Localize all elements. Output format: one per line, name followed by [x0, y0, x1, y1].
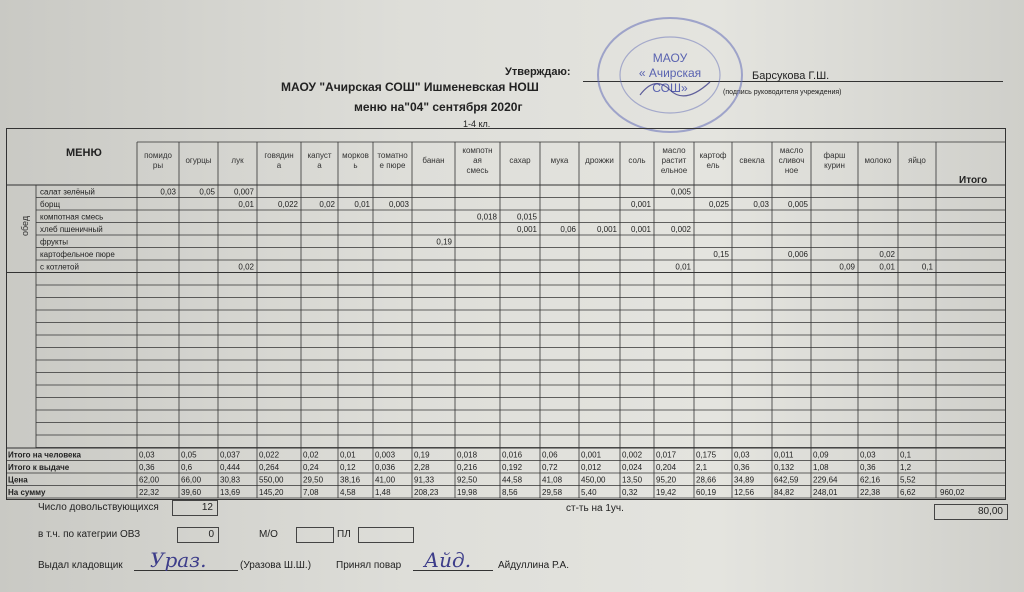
totals-label: Итого к выдаче	[8, 463, 70, 472]
received-label: Принял повар	[336, 560, 402, 571]
row-name: хлеб пшеничный	[40, 225, 103, 234]
column-header-14: ельное	[660, 166, 688, 175]
ovz-label: в т.ч. по категрии ОВЗ	[38, 529, 141, 540]
totals-value: 0,175	[696, 450, 717, 460]
received-signature: Айд.	[424, 548, 472, 572]
count-label: Число довольствующихся	[38, 502, 159, 513]
column-header-7: е пюре	[379, 161, 406, 170]
totals-value: 0,6	[181, 463, 193, 472]
totals-value: 145,20	[259, 488, 284, 497]
mo-box	[296, 527, 334, 543]
totals-value: 0,444	[220, 463, 241, 472]
head-note: (подпись руководителя учреждения)	[723, 89, 842, 96]
totals-value: 5,40	[581, 488, 597, 497]
cell-value: 0,002	[670, 225, 691, 234]
column-header-17: масло	[779, 146, 804, 155]
totals-value: 0,036	[375, 463, 396, 472]
column-header-13: соль	[628, 156, 646, 165]
column-header-2: огурцы	[185, 156, 212, 165]
menu-title: МЕНЮ	[66, 147, 102, 159]
cell-value: 0,005	[787, 200, 808, 209]
column-header-14: растит	[661, 156, 687, 165]
column-header-3: лук	[231, 156, 244, 165]
totals-value: 0,002	[622, 450, 643, 460]
totals-value: 0,003	[375, 450, 396, 460]
menu-table	[6, 128, 1006, 500]
totals-value: 0,216	[457, 463, 478, 472]
cell-value: 0,19	[436, 237, 452, 247]
cost-value: 80,00	[977, 506, 1003, 517]
totals-value: 0,12	[340, 463, 356, 472]
pl-label: ПЛ	[337, 529, 351, 540]
pl-box	[358, 527, 414, 543]
totals-label: На сумму	[8, 488, 46, 497]
totals-value: 229,64	[813, 475, 838, 485]
cell-value: 0,1	[921, 262, 933, 272]
totals-label: Итого на человека	[8, 450, 81, 460]
totals-value: 41,00	[375, 475, 396, 485]
totals-value: 450,00	[581, 475, 606, 485]
totals-value: 0,204	[656, 463, 677, 472]
school-title: МАОУ "Ачирская СОШ" Ишменевская НОШ	[281, 80, 539, 94]
issued-signature: Ураз.	[150, 548, 207, 572]
cell-value: 0,02	[319, 200, 335, 209]
totals-value: 0,017	[656, 450, 677, 460]
cell-value: 0,025	[708, 200, 729, 209]
totals-value: 44,58	[502, 475, 523, 485]
official-stamp	[595, 15, 745, 135]
column-header-8: банан	[422, 156, 445, 165]
totals-value: 13,69	[220, 488, 241, 497]
column-header-20: яйцо	[908, 156, 926, 165]
totals-value: 5,52	[900, 475, 916, 485]
cell-value: 0,005	[670, 187, 691, 197]
cell-value: 0,003	[388, 200, 409, 209]
issued-name: (Уразова Ш.Ш.)	[240, 560, 312, 571]
cell-value: 0,01	[238, 200, 254, 209]
totals-value: 0,36	[860, 463, 876, 472]
issued-label: Выдал кладовщик	[38, 560, 123, 571]
totals-value: 0,32	[622, 488, 638, 497]
totals-value: 62,16	[860, 475, 881, 485]
column-header-16: свекла	[739, 156, 765, 165]
column-header-11: мука	[550, 156, 569, 165]
received-name: Айдуллина Р.А.	[498, 560, 569, 571]
totals-value: 28,66	[696, 475, 717, 485]
grade-label: 1-4 кл.	[463, 119, 491, 129]
itogo-title: Итого	[959, 175, 988, 186]
cell-value: 0,006	[787, 250, 808, 259]
totals-value: 4,58	[340, 488, 356, 497]
column-header-15: ель	[706, 161, 720, 170]
ovz-box	[177, 527, 219, 543]
cell-value: 0,01	[354, 200, 370, 209]
column-header-1: ры	[152, 161, 164, 170]
totals-value: 0,06	[542, 450, 558, 460]
totals-value: 0,09	[813, 450, 829, 460]
cell-value: 0,03	[160, 187, 176, 197]
cost-label: ст-ть на 1уч.	[566, 503, 624, 514]
cell-value: 0,06	[560, 225, 576, 234]
totals-value: 0,24	[303, 463, 319, 472]
totals-value: 19,98	[457, 488, 478, 497]
totals-value: 1,2	[900, 463, 912, 472]
cell-value: 0,001	[630, 225, 651, 234]
stamp-line-2: « Ачирская	[638, 66, 702, 80]
column-header-9: компотн	[462, 146, 493, 155]
stamp-line-3: СОШ»	[652, 81, 688, 95]
totals-value: 208,23	[414, 488, 439, 497]
mo-label: М/О	[259, 529, 278, 540]
cell-value: 0,03	[753, 200, 769, 209]
totals-value: 19,42	[656, 488, 677, 497]
totals-value: 13,50	[622, 475, 643, 485]
totals-value: 0,19	[414, 450, 430, 460]
cell-value: 0,02	[879, 250, 895, 259]
totals-value: 0,037	[220, 450, 241, 460]
totals-value: 642,59	[774, 475, 799, 485]
cell-value: 0,02	[238, 262, 254, 272]
cost-box	[934, 504, 1008, 520]
column-header-14: масло	[662, 146, 686, 155]
totals-value: 0,36	[734, 463, 750, 472]
totals-value: 0,012	[581, 463, 602, 472]
totals-value: 6,62	[900, 488, 916, 497]
column-header-12: дрожжи	[585, 156, 614, 165]
totals-value: 0,022	[259, 450, 280, 460]
cell-value: 0,05	[199, 187, 215, 197]
count-value: 12	[201, 502, 213, 513]
totals-value: 91,33	[414, 475, 435, 485]
cell-value: 0,001	[596, 225, 617, 234]
column-header-17: ное	[784, 166, 799, 175]
totals-value: 0,011	[774, 450, 794, 460]
totals-value: 38,16	[340, 475, 361, 485]
totals-value: 0,01	[340, 450, 356, 460]
totals-value: 1,48	[375, 488, 391, 497]
totals-value: 39,60	[181, 488, 202, 497]
cell-value: 0,001	[630, 200, 651, 209]
cell-value: 0,001	[516, 225, 537, 234]
column-header-9: ая	[473, 156, 482, 165]
totals-value: 7,08	[303, 488, 319, 497]
totals-value: 0,05	[181, 450, 197, 460]
cell-value: 0,015	[516, 212, 537, 222]
column-header-18: фарш	[823, 151, 846, 160]
totals-value: 8,56	[502, 488, 518, 497]
stamp-line-1: МАОУ	[652, 51, 688, 65]
row-name: компотная смесь	[40, 212, 104, 222]
totals-value: 0,03	[139, 450, 155, 460]
column-header-17: сливоч	[778, 156, 805, 165]
totals-value: 0,03	[734, 450, 750, 460]
cell-value: 0,018	[476, 212, 497, 222]
totals-value: 0,132	[774, 463, 795, 472]
totals-value: 0,192	[502, 463, 523, 472]
head-name: Барсукова Г.Ш.	[752, 70, 830, 82]
totals-value: 0,72	[542, 463, 558, 472]
cell-value: 0,022	[277, 200, 298, 209]
totals-value: 60,19	[696, 488, 717, 497]
totals-value: 2,28	[414, 463, 430, 472]
totals-value: 12,56	[734, 488, 755, 497]
totals-value: 0,36	[139, 463, 155, 472]
row-name: салат зелёный	[40, 187, 95, 197]
column-header-4: а	[276, 161, 282, 170]
totals-value: 29,50	[303, 475, 324, 485]
cell-value: 0,01	[879, 262, 895, 272]
totals-value: 95,20	[656, 475, 677, 485]
column-header-5: а	[317, 161, 322, 170]
totals-value: 84,82	[774, 488, 795, 497]
approve-label: Утверждаю:	[505, 66, 571, 78]
ovz-value: 0	[208, 529, 214, 540]
totals-value: 34,89	[734, 475, 755, 485]
totals-value: 22,32	[139, 488, 160, 497]
totals-value: 248,01	[813, 488, 838, 497]
cell-value: 0,09	[839, 262, 855, 272]
totals-value: 66,00	[181, 475, 202, 485]
cell-value: 0,15	[713, 250, 729, 259]
totals-value: 0,018	[457, 450, 478, 460]
totals-value: 0,02	[303, 450, 319, 460]
totals-value: 1,08	[813, 463, 829, 472]
grand-total: 960,02	[940, 488, 965, 497]
totals-value: 2,1	[696, 463, 708, 472]
column-header-19: молоко	[864, 156, 892, 165]
column-header-6: морков	[342, 151, 369, 160]
column-header-5: капуст	[307, 151, 332, 160]
column-header-15: картоф	[699, 151, 727, 160]
table-border	[7, 129, 1006, 500]
totals-value: 0,1	[900, 450, 912, 460]
row-name: картофельное пюре	[40, 250, 115, 259]
totals-value: 30,83	[220, 475, 241, 485]
totals-value: 0,264	[259, 463, 280, 472]
column-header-4: говядин	[264, 151, 294, 160]
column-header-7: томатно	[377, 151, 408, 160]
column-header-18: курин	[824, 161, 845, 170]
totals-value: 29,58	[542, 488, 563, 497]
row-name: фрукты	[40, 237, 68, 247]
column-header-9: смесь	[466, 166, 489, 175]
totals-label: Цена	[8, 475, 28, 485]
totals-value: 41,08	[542, 475, 563, 485]
totals-value: 0,016	[502, 450, 523, 460]
row-name: борщ	[40, 200, 61, 209]
totals-value: 22,38	[860, 488, 881, 497]
cell-value: 0,007	[233, 187, 254, 197]
menu-date: меню на"04" сентября 2020г	[354, 100, 523, 114]
row-name: с котлетой	[40, 262, 79, 272]
totals-value: 0,024	[622, 463, 643, 472]
totals-value: 0,001	[581, 450, 602, 460]
column-header-10: сахар	[509, 156, 531, 165]
totals-value: 62,00	[139, 475, 160, 485]
totals-value: 550,00	[259, 475, 284, 485]
totals-value: 0,03	[860, 450, 876, 460]
column-header-6: ь	[353, 161, 358, 170]
column-header-1: помидо	[144, 151, 172, 160]
totals-value: 92,50	[457, 475, 478, 485]
count-box	[172, 500, 218, 516]
cell-value: 0,01	[675, 262, 691, 272]
meal-label: обед	[20, 215, 30, 236]
